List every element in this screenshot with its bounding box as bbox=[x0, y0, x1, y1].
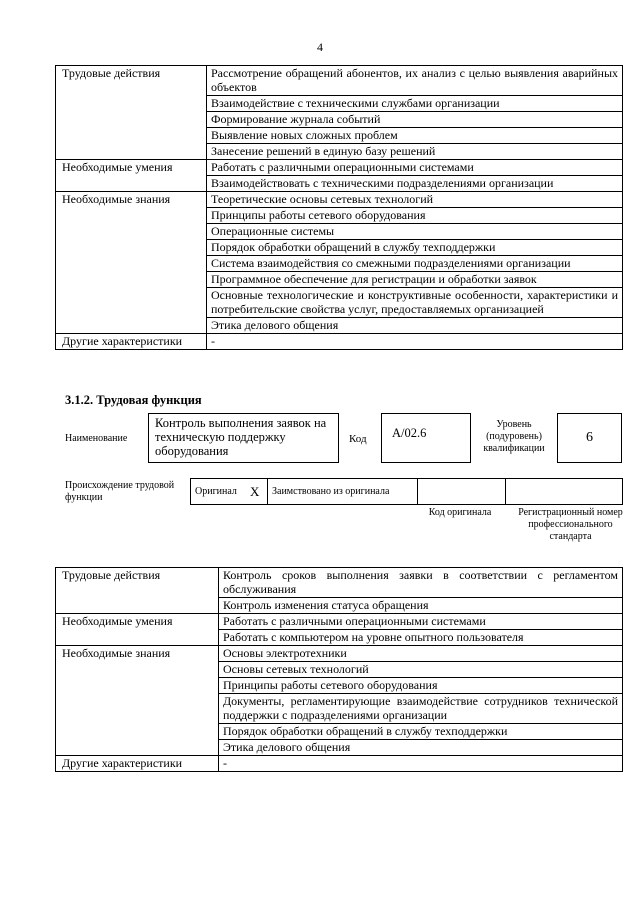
row-item: Работать с различными операционными системами bbox=[219, 614, 623, 630]
row-item: Взаимодействие с техническими службами организации bbox=[207, 96, 623, 112]
row-item: Система взаимодействия со смежными подразделениями организации bbox=[207, 256, 623, 272]
row-item: Этика делового общения bbox=[207, 318, 623, 334]
row-item: Контроль изменения статуса обращения bbox=[219, 598, 623, 614]
row-label: Трудовые действия bbox=[56, 66, 207, 160]
row-item: Операционные системы bbox=[207, 224, 623, 240]
table-row bbox=[56, 756, 623, 772]
labor-functions-table-2 bbox=[55, 567, 623, 772]
row-item: Основные технологические и конструктивные особенности, характеристики и потребительские свойства услуг, предоставляемых организацией bbox=[207, 288, 623, 318]
section-heading: 3.1.2. Трудовая функция bbox=[65, 393, 202, 407]
row-item: Основы электротехники bbox=[219, 646, 623, 662]
origin-mark: X bbox=[243, 479, 268, 505]
caption-code-original: Код оригинала bbox=[428, 507, 492, 518]
origin-table bbox=[190, 478, 623, 505]
table-row bbox=[56, 66, 623, 96]
table-row bbox=[56, 334, 623, 350]
row-label: Необходимые умения bbox=[56, 614, 219, 646]
table-row bbox=[56, 160, 623, 176]
row-item: Выявление новых сложных проблем bbox=[207, 128, 623, 144]
row-item: Работать с компьютером на уровне опытного пользователя bbox=[219, 630, 623, 646]
row-item: Работать с различными операционными системами bbox=[207, 160, 623, 176]
origin-code-cell bbox=[418, 479, 506, 505]
row-item: Занесение решений в единую базу решений bbox=[207, 144, 623, 160]
code-value-box: A/02.6 bbox=[381, 413, 471, 463]
row-item: - bbox=[219, 756, 623, 772]
row-item: Принципы работы сетевого оборудования bbox=[207, 208, 623, 224]
labor-functions-table-1 bbox=[55, 65, 623, 350]
row-item: Рассмотрение обращений абонентов, их анализ с целью выявления аварийных объектов bbox=[207, 66, 623, 96]
table-row bbox=[56, 568, 623, 598]
row-item: Программное обеспечение для регистрации и обработки заявок bbox=[207, 272, 623, 288]
origin-reg-cell bbox=[506, 479, 623, 505]
table-row bbox=[56, 614, 623, 630]
row-label: Необходимые знания bbox=[56, 646, 219, 756]
row-item: Порядок обработки обращений в службу техподдержки bbox=[207, 240, 623, 256]
row-item: Принципы работы сетевого оборудования bbox=[219, 678, 623, 694]
row-item: Теоретические основы сетевых технологий bbox=[207, 192, 623, 208]
row-item: Взаимодействовать с техническими подразделениями организации bbox=[207, 176, 623, 192]
row-label: Другие характеристики bbox=[56, 334, 207, 350]
caption-registration-number: Регистрационный номер профессионального стандарта bbox=[518, 507, 623, 542]
row-item: Формирование журнала событий bbox=[207, 112, 623, 128]
row-item: Порядок обработки обращений в службу техподдержки bbox=[219, 724, 623, 740]
table-row bbox=[56, 192, 623, 208]
row-item: Документы, регламентирующие взаимодействие сотрудников технической поддержки с подразделениями организации bbox=[219, 694, 623, 724]
name-label: Наименование bbox=[65, 433, 128, 444]
level-label: Уровень (подуровень) квалификации bbox=[483, 419, 545, 454]
table-row bbox=[56, 646, 623, 662]
row-item: Контроль сроков выполнения заявки в соответствии с регламентом обслуживания bbox=[219, 568, 623, 598]
row-item: Основы сетевых технологий bbox=[219, 662, 623, 678]
origin-borrowed: Заимствовано из оригинала bbox=[268, 479, 418, 505]
row-label: Трудовые действия bbox=[56, 568, 219, 614]
row-item: Этика делового общения bbox=[219, 740, 623, 756]
code-label: Код bbox=[349, 433, 367, 445]
row-item: - bbox=[207, 334, 623, 350]
page-number: 4 bbox=[317, 40, 323, 54]
row-label: Другие характеристики bbox=[56, 756, 219, 772]
level-value-box: 6 bbox=[557, 413, 622, 463]
origin-label: Происхождение трудовой функции bbox=[65, 480, 175, 503]
function-name-box: Контроль выполнения заявок на техническую поддержку оборудования bbox=[148, 413, 339, 463]
origin-original: Оригинал bbox=[191, 479, 243, 505]
row-label: Необходимые знания bbox=[56, 192, 207, 334]
row-label: Необходимые умения bbox=[56, 160, 207, 192]
